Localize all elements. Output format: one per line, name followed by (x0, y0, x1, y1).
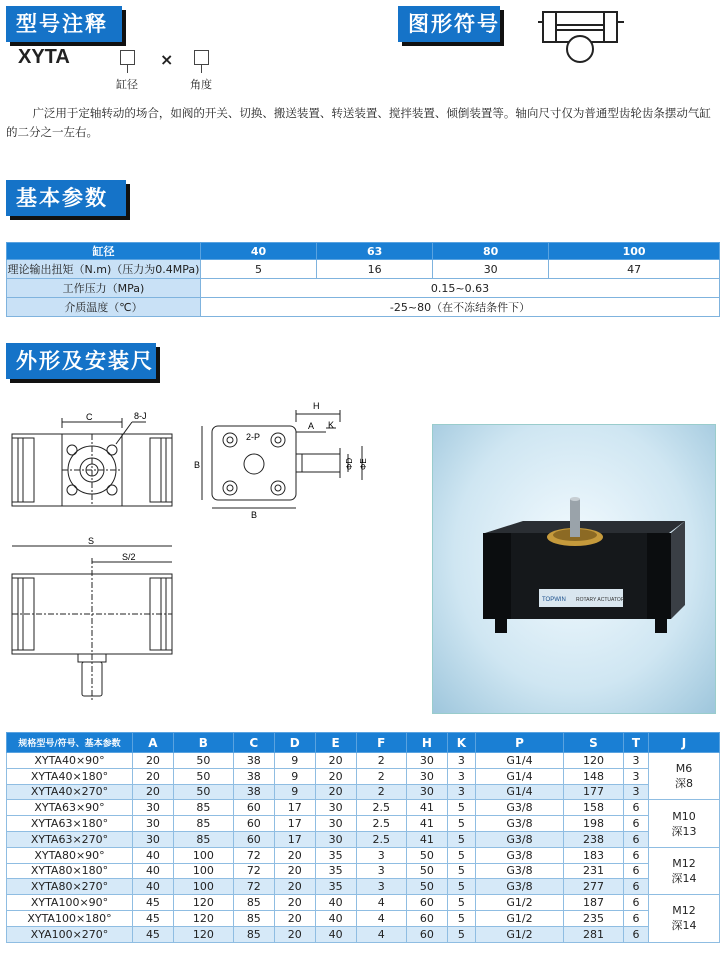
table-cell: 100 (173, 879, 233, 895)
table-cell: G1/4 (475, 753, 563, 769)
bore-box (120, 50, 135, 65)
dim-label-b-horizontal: B (251, 510, 258, 520)
table-cell: 72 (233, 879, 274, 895)
table-cell: 30 (315, 831, 356, 847)
table-cell: 5 (447, 847, 475, 863)
product-brand: TOPWIN (542, 597, 566, 603)
torque-label: 理论输出扭矩（N.m)（压力为0.4MPa) (7, 260, 201, 279)
table-cell: 158 (563, 800, 623, 816)
table-cell: 30 (406, 753, 447, 769)
table-cell: XYA100×270° (7, 926, 133, 942)
dim-header-k: K (447, 733, 475, 753)
table-cell: 41 (406, 831, 447, 847)
table-cell: G3/8 (475, 800, 563, 816)
torque-value: 5 (201, 260, 317, 279)
table-cell: 85 (173, 800, 233, 816)
table-cell: 100 (173, 847, 233, 863)
table-cell: XYTA100×90° (7, 895, 133, 911)
table-cell: XYTA40×90° (7, 753, 133, 769)
table-cell: 17 (274, 816, 315, 832)
table-cell: 85 (173, 816, 233, 832)
table-cell: G3/8 (475, 831, 563, 847)
table-cell: 50 (173, 784, 233, 800)
product-photo (432, 424, 716, 714)
table-cell: XYTA63×180° (7, 816, 133, 832)
j-thread-line: 深14 (671, 871, 697, 885)
basic-params-table (6, 242, 720, 317)
dim-header-a: A (133, 733, 174, 753)
table-cell: 4 (356, 895, 406, 911)
table-row (7, 863, 720, 879)
dim-label-2p: 2-P (246, 432, 261, 442)
table-cell: 50 (406, 863, 447, 879)
dim-header-b: B (173, 733, 233, 753)
table-cell: 3 (356, 863, 406, 879)
param-header-40: 40 (201, 243, 317, 260)
table-cell: 120 (563, 753, 623, 769)
dim-label-k: K (328, 420, 335, 430)
table-cell: 238 (563, 831, 623, 847)
dim-header-h: H (406, 733, 447, 753)
table-cell: 45 (133, 895, 174, 911)
table-cell: 148 (563, 768, 623, 784)
table-cell: 41 (406, 816, 447, 832)
table-cell: 120 (173, 926, 233, 942)
table-cell: 6 (623, 926, 648, 942)
pressure-value: 0.15~0.63 (201, 279, 720, 298)
table-cell: G3/8 (475, 879, 563, 895)
param-header-100: 100 (549, 243, 720, 260)
table-cell: 45 (133, 910, 174, 926)
table-cell: 20 (133, 768, 174, 784)
table-cell: 85 (233, 910, 274, 926)
table-cell: 2 (356, 768, 406, 784)
dimension-table (6, 732, 720, 943)
table-cell: 41 (406, 800, 447, 816)
dim-header-j: J (649, 733, 720, 753)
table-cell: 2.5 (356, 816, 406, 832)
table-cell: 85 (233, 926, 274, 942)
table-cell: 183 (563, 847, 623, 863)
table-cell: 3 (356, 847, 406, 863)
table-cell: 9 (274, 753, 315, 769)
dim-label-phi-e: ΦE (359, 458, 368, 470)
table-cell: 40 (315, 910, 356, 926)
table-cell: 38 (233, 753, 274, 769)
table-cell: 20 (274, 863, 315, 879)
dimension-table-body (7, 753, 720, 943)
table-cell: 235 (563, 910, 623, 926)
temp-value: -25~80（在不冻结条件下） (201, 298, 720, 317)
table-row (7, 816, 720, 832)
table-cell: XYTA63×90° (7, 800, 133, 816)
table-row (7, 784, 720, 800)
angle-label: 角度 (190, 78, 212, 91)
section-basic-params: 基本参数 (6, 180, 126, 216)
dim-header-e: E (315, 733, 356, 753)
table-cell: 38 (233, 784, 274, 800)
table-cell: 50 (173, 753, 233, 769)
table-cell: 2.5 (356, 831, 406, 847)
dim-header-d: D (274, 733, 315, 753)
j-thread-line: M10 (672, 809, 696, 823)
table-cell: 3 (447, 768, 475, 784)
table-cell: XYTA63×270° (7, 831, 133, 847)
table-cell: XYTA80×270° (7, 879, 133, 895)
table-cell: 2 (356, 784, 406, 800)
dim-header-t: T (623, 733, 648, 753)
rotary-actuator-image (433, 425, 716, 714)
table-cell: XYTA80×180° (7, 863, 133, 879)
table-cell: 72 (233, 847, 274, 863)
table-cell: 50 (406, 847, 447, 863)
table-cell: 6 (623, 847, 648, 863)
table-row (7, 879, 720, 895)
table-cell: 3 (623, 784, 648, 800)
model-code: XYTA (18, 46, 70, 68)
table-cell: 20 (315, 768, 356, 784)
j-thread-line: 深14 (671, 919, 697, 933)
table-cell: G1/4 (475, 768, 563, 784)
j-thread-cell (649, 895, 720, 942)
j-thread-line: 深13 (671, 824, 697, 838)
table-cell: 6 (623, 816, 648, 832)
table-cell: 2.5 (356, 800, 406, 816)
dim-label-c: C (86, 412, 93, 422)
table-row (7, 753, 720, 769)
table-cell: 277 (563, 879, 623, 895)
table-cell: XYTA40×270° (7, 784, 133, 800)
dim-header-model: 规格型号/符号、基本参数 (7, 733, 133, 753)
dim-label-h: H (313, 401, 320, 411)
table-cell: 6 (623, 879, 648, 895)
table-cell: 60 (406, 910, 447, 926)
model-cross: × (160, 50, 174, 69)
table-cell: 17 (274, 800, 315, 816)
table-cell: 4 (356, 926, 406, 942)
table-cell: 40 (315, 895, 356, 911)
pressure-label: 工作压力（MPa) (7, 279, 201, 298)
table-cell: 5 (447, 910, 475, 926)
table-cell: 60 (406, 895, 447, 911)
table-cell: 187 (563, 895, 623, 911)
dim-label-s2: S/2 (122, 552, 136, 562)
table-cell: 3 (623, 753, 648, 769)
j-thread-cell (649, 847, 720, 894)
table-cell: XYTA100×180° (7, 910, 133, 926)
table-cell: 45 (133, 926, 174, 942)
table-cell: G3/8 (475, 863, 563, 879)
table-row (7, 895, 720, 911)
table-cell: 85 (173, 831, 233, 847)
table-cell: 9 (274, 768, 315, 784)
param-header-bore: 缸径 (7, 243, 201, 260)
section-model-notes: 型号注释 (6, 6, 122, 42)
table-cell: 3 (623, 768, 648, 784)
table-cell: 3 (447, 784, 475, 800)
torque-value: 30 (433, 260, 549, 279)
table-cell: XYTA80×90° (7, 847, 133, 863)
table-cell: 20 (315, 784, 356, 800)
table-cell: 60 (233, 816, 274, 832)
table-cell: 35 (315, 863, 356, 879)
table-cell: 50 (173, 768, 233, 784)
table-cell: 30 (406, 768, 447, 784)
table-cell: 20 (315, 753, 356, 769)
torque-value: 47 (549, 260, 720, 279)
table-row (7, 768, 720, 784)
front-view (12, 418, 172, 506)
side-view (202, 410, 362, 508)
dim-label-a: A (308, 421, 315, 431)
dim-label-s: S (88, 536, 95, 546)
top-view (12, 546, 172, 700)
table-row (7, 847, 720, 863)
table-cell: 30 (133, 831, 174, 847)
j-thread-cell (649, 800, 720, 847)
table-cell: 20 (274, 847, 315, 863)
section-dimensions: 外形及安装尺表 (6, 343, 156, 379)
angle-tick (201, 65, 202, 73)
table-cell: 120 (173, 895, 233, 911)
table-cell: 5 (447, 816, 475, 832)
j-thread-line: M12 (672, 904, 696, 918)
table-cell: 5 (447, 863, 475, 879)
table-cell: 40 (133, 863, 174, 879)
table-cell: 30 (133, 816, 174, 832)
dim-header-s: S (563, 733, 623, 753)
param-header-80: 80 (433, 243, 549, 260)
table-cell: 20 (133, 784, 174, 800)
table-cell: 60 (233, 831, 274, 847)
table-row (7, 926, 720, 942)
table-cell: 2 (356, 753, 406, 769)
table-cell: 5 (447, 831, 475, 847)
table-cell: 4 (356, 910, 406, 926)
table-cell: 6 (623, 863, 648, 879)
table-cell: 38 (233, 768, 274, 784)
table-cell: 40 (133, 847, 174, 863)
table-cell: 3 (447, 753, 475, 769)
table-cell: 177 (563, 784, 623, 800)
table-cell: 17 (274, 831, 315, 847)
table-cell: 72 (233, 863, 274, 879)
j-thread-line: 深8 (675, 777, 693, 791)
product-tag: ROTARY ACTUATOR (576, 597, 625, 603)
temp-label: 介质温度（℃） (7, 298, 201, 317)
table-cell: 20 (274, 926, 315, 942)
table-cell: G1/2 (475, 926, 563, 942)
table-cell: 60 (406, 926, 447, 942)
table-cell: 5 (447, 895, 475, 911)
table-cell: 20 (274, 895, 315, 911)
bore-tick (127, 65, 128, 73)
table-cell: G1/2 (475, 910, 563, 926)
table-cell: XYTA40×180° (7, 768, 133, 784)
bore-label: 缸径 (116, 78, 138, 91)
table-cell: 40 (133, 879, 174, 895)
table-cell: 6 (623, 910, 648, 926)
table-cell: 20 (274, 910, 315, 926)
table-cell: 5 (447, 926, 475, 942)
dim-label-8j: 8-J (134, 411, 147, 421)
table-cell: 40 (315, 926, 356, 942)
section-symbol: 图形符号 (398, 6, 500, 42)
dim-label-b-vertical: B (194, 460, 201, 470)
table-row (7, 800, 720, 816)
table-cell: G3/8 (475, 847, 563, 863)
table-cell: 120 (173, 910, 233, 926)
torque-value: 16 (317, 260, 433, 279)
table-cell: 20 (133, 753, 174, 769)
table-cell: 6 (623, 800, 648, 816)
table-cell: 5 (447, 800, 475, 816)
dim-header-c: C (233, 733, 274, 753)
table-cell: 231 (563, 863, 623, 879)
j-thread-line: M12 (672, 856, 696, 870)
dim-header-f: F (356, 733, 406, 753)
table-cell: 6 (623, 895, 648, 911)
table-cell: 50 (406, 879, 447, 895)
table-cell: 5 (447, 879, 475, 895)
j-thread-line: M6 (675, 762, 693, 776)
table-cell: 85 (233, 895, 274, 911)
table-cell: 30 (133, 800, 174, 816)
description: 广泛用于定轴转动的场合，如阀的开关、切换、搬送装置、转送装置、搅拌装置、倾倒装置等。轴向尺寸仅为普通型齿轮齿条摆动气缸的二分之一左右。 (6, 106, 711, 139)
table-cell: 100 (173, 863, 233, 879)
table-cell: G1/4 (475, 784, 563, 800)
table-cell: 30 (315, 800, 356, 816)
table-cell: G3/8 (475, 816, 563, 832)
table-cell: 20 (274, 879, 315, 895)
j-thread-cell (649, 753, 720, 800)
table-cell: 281 (563, 926, 623, 942)
table-cell: 30 (406, 784, 447, 800)
param-header-63: 63 (317, 243, 433, 260)
cylinder-symbol-icon (538, 4, 628, 66)
angle-box (194, 50, 209, 65)
table-cell: 9 (274, 784, 315, 800)
table-cell: 6 (623, 831, 648, 847)
table-cell: 60 (233, 800, 274, 816)
table-cell: G1/2 (475, 895, 563, 911)
table-cell: 198 (563, 816, 623, 832)
technical-drawing (6, 398, 416, 708)
table-row (7, 831, 720, 847)
dim-header-p: P (475, 733, 563, 753)
dim-label-phi-d: ΦD (345, 457, 354, 470)
table-cell: 30 (315, 816, 356, 832)
table-cell: 35 (315, 879, 356, 895)
table-cell: 35 (315, 847, 356, 863)
table-row (7, 910, 720, 926)
table-cell: 3 (356, 879, 406, 895)
